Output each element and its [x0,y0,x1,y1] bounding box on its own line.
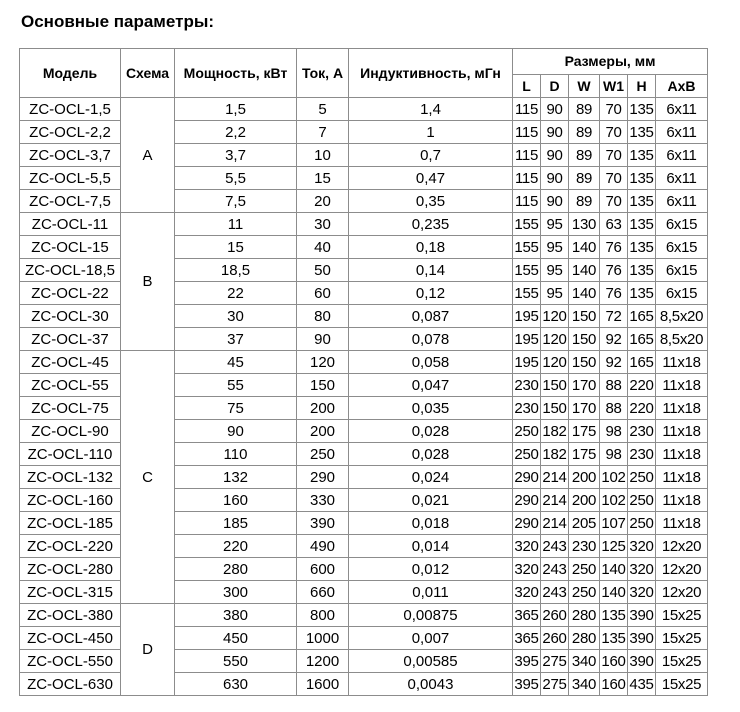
dim-axb-cell: 11x18 [656,420,708,443]
dim-w-cell: 200 [569,466,600,489]
scheme-cell: C [121,351,175,604]
model-cell: ZC-OCL-160 [20,489,121,512]
dim-w-cell: 130 [569,213,600,236]
dim-l-cell: 195 [513,351,541,374]
inductance-cell: 0,007 [349,627,513,650]
dim-w1-cell: 70 [600,121,628,144]
inductance-cell: 0,235 [349,213,513,236]
dim-d-cell: 243 [541,581,569,604]
model-cell: ZC-OCL-280 [20,558,121,581]
dim-w-cell: 230 [569,535,600,558]
dim-h-cell: 135 [628,121,656,144]
dim-d-cell: 150 [541,397,569,420]
inductance-cell: 0,47 [349,167,513,190]
dim-w-cell: 170 [569,397,600,420]
dim-l-cell: 290 [513,489,541,512]
dim-h-cell: 390 [628,650,656,673]
header-inductance: Индуктивность, мГн [349,49,513,98]
table-row [20,351,708,374]
dim-axb-cell: 6x11 [656,121,708,144]
current-cell: 290 [297,466,349,489]
dim-w1-cell: 70 [600,167,628,190]
dim-l-cell: 155 [513,236,541,259]
table-header [20,49,708,98]
dim-h-cell: 230 [628,443,656,466]
dim-l-cell: 320 [513,558,541,581]
header-dim-d: D [541,75,569,98]
dim-h-cell: 135 [628,236,656,259]
dim-h-cell: 165 [628,305,656,328]
power-cell: 22 [175,282,297,305]
dim-w1-cell: 92 [600,328,628,351]
dim-w-cell: 89 [569,121,600,144]
dim-w1-cell: 160 [600,673,628,696]
inductance-cell: 0,047 [349,374,513,397]
dim-l-cell: 195 [513,305,541,328]
dim-d-cell: 120 [541,305,569,328]
dim-w1-cell: 70 [600,98,628,121]
dim-axb-cell: 12x20 [656,535,708,558]
power-cell: 75 [175,397,297,420]
inductance-cell: 0,024 [349,466,513,489]
model-cell: ZC-OCL-2,2 [20,121,121,144]
power-cell: 280 [175,558,297,581]
dim-axb-cell: 12x20 [656,581,708,604]
power-cell: 2,2 [175,121,297,144]
header-scheme: Схема [121,49,175,98]
dim-l-cell: 155 [513,259,541,282]
model-cell: ZC-OCL-11 [20,213,121,236]
inductance-cell: 0,00585 [349,650,513,673]
dim-axb-cell: 6x11 [656,144,708,167]
dim-w1-cell: 135 [600,604,628,627]
dim-d-cell: 260 [541,627,569,650]
power-cell: 550 [175,650,297,673]
dim-l-cell: 115 [513,167,541,190]
dim-d-cell: 120 [541,351,569,374]
dim-w-cell: 280 [569,627,600,650]
dim-axb-cell: 11x18 [656,374,708,397]
model-cell: ZC-OCL-185 [20,512,121,535]
dim-w1-cell: 70 [600,190,628,213]
dim-w-cell: 150 [569,351,600,374]
current-cell: 120 [297,351,349,374]
model-cell: ZC-OCL-630 [20,673,121,696]
power-cell: 30 [175,305,297,328]
dim-d-cell: 90 [541,98,569,121]
dim-w1-cell: 140 [600,581,628,604]
inductance-cell: 0,12 [349,282,513,305]
inductance-cell: 0,35 [349,190,513,213]
dim-w-cell: 150 [569,305,600,328]
dim-axb-cell: 11x18 [656,351,708,374]
dim-l-cell: 155 [513,282,541,305]
power-cell: 185 [175,512,297,535]
dim-w1-cell: 140 [600,558,628,581]
dim-axb-cell: 6x15 [656,282,708,305]
header-dim-h: H [628,75,656,98]
inductance-cell: 0,087 [349,305,513,328]
power-cell: 5,5 [175,167,297,190]
dim-axb-cell: 11x18 [656,489,708,512]
dim-h-cell: 135 [628,282,656,305]
dim-h-cell: 230 [628,420,656,443]
current-cell: 490 [297,535,349,558]
dim-w1-cell: 72 [600,305,628,328]
inductance-cell: 0,028 [349,420,513,443]
model-cell: ZC-OCL-7,5 [20,190,121,213]
dim-w1-cell: 98 [600,443,628,466]
dim-w1-cell: 92 [600,351,628,374]
current-cell: 150 [297,374,349,397]
current-cell: 1200 [297,650,349,673]
dim-w1-cell: 135 [600,627,628,650]
dim-l-cell: 395 [513,650,541,673]
dim-h-cell: 135 [628,98,656,121]
dim-w-cell: 140 [569,259,600,282]
dim-w-cell: 140 [569,236,600,259]
inductance-cell: 0,021 [349,489,513,512]
dim-axb-cell: 11x18 [656,397,708,420]
current-cell: 90 [297,328,349,351]
header-dimensions: Размеры, мм [513,49,708,75]
dim-axb-cell: 12x20 [656,558,708,581]
dim-l-cell: 290 [513,512,541,535]
inductance-cell: 1,4 [349,98,513,121]
header-dim-w: W [569,75,600,98]
dim-w1-cell: 98 [600,420,628,443]
dim-h-cell: 220 [628,374,656,397]
model-cell: ZC-OCL-37 [20,328,121,351]
current-cell: 40 [297,236,349,259]
power-cell: 380 [175,604,297,627]
dim-l-cell: 395 [513,673,541,696]
dim-w-cell: 89 [569,190,600,213]
model-cell: ZC-OCL-220 [20,535,121,558]
header-power: Мощность, кВт [175,49,297,98]
current-cell: 330 [297,489,349,512]
scheme-cell: A [121,98,175,213]
current-cell: 600 [297,558,349,581]
dim-w1-cell: 88 [600,374,628,397]
dim-h-cell: 250 [628,466,656,489]
dim-d-cell: 90 [541,144,569,167]
dim-d-cell: 90 [541,190,569,213]
dim-axb-cell: 8,5x20 [656,305,708,328]
page-title: Основные параметры: [21,12,215,31]
dim-w-cell: 205 [569,512,600,535]
header-current: Ток, А [297,49,349,98]
model-cell: ZC-OCL-1,5 [20,98,121,121]
dim-d-cell: 120 [541,328,569,351]
dim-w-cell: 175 [569,443,600,466]
dim-axb-cell: 11x18 [656,443,708,466]
current-cell: 200 [297,397,349,420]
dim-axb-cell: 6x15 [656,259,708,282]
model-cell: ZC-OCL-30 [20,305,121,328]
dim-w1-cell: 76 [600,236,628,259]
current-cell: 20 [297,190,349,213]
model-cell: ZC-OCL-450 [20,627,121,650]
dim-w1-cell: 107 [600,512,628,535]
model-cell: ZC-OCL-132 [20,466,121,489]
dim-l-cell: 250 [513,420,541,443]
current-cell: 10 [297,144,349,167]
dim-axb-cell: 6x15 [656,236,708,259]
dim-d-cell: 214 [541,489,569,512]
model-cell: ZC-OCL-550 [20,650,121,673]
dim-l-cell: 365 [513,604,541,627]
dim-h-cell: 220 [628,397,656,420]
dim-l-cell: 115 [513,144,541,167]
inductance-cell: 0,058 [349,351,513,374]
inductance-cell: 0,14 [349,259,513,282]
inductance-cell: 0,00875 [349,604,513,627]
dim-axb-cell: 15x25 [656,627,708,650]
dim-w-cell: 89 [569,144,600,167]
inductance-cell: 1 [349,121,513,144]
dim-w-cell: 340 [569,650,600,673]
inductance-cell: 0,012 [349,558,513,581]
power-cell: 55 [175,374,297,397]
dim-axb-cell: 6x11 [656,98,708,121]
power-cell: 132 [175,466,297,489]
dim-axb-cell: 6x15 [656,213,708,236]
dim-h-cell: 390 [628,627,656,650]
dim-w1-cell: 125 [600,535,628,558]
power-cell: 18,5 [175,259,297,282]
parameters-table [19,48,708,696]
dim-h-cell: 165 [628,351,656,374]
model-cell: ZC-OCL-380 [20,604,121,627]
inductance-cell: 0,014 [349,535,513,558]
dim-h-cell: 435 [628,673,656,696]
table-body [20,98,708,696]
inductance-cell: 0,0043 [349,673,513,696]
power-cell: 160 [175,489,297,512]
inductance-cell: 0,7 [349,144,513,167]
dim-w-cell: 150 [569,328,600,351]
dim-l-cell: 290 [513,466,541,489]
dim-w1-cell: 70 [600,144,628,167]
dim-h-cell: 135 [628,213,656,236]
current-cell: 390 [297,512,349,535]
dim-w-cell: 170 [569,374,600,397]
dim-l-cell: 250 [513,443,541,466]
dim-d-cell: 150 [541,374,569,397]
dim-w1-cell: 102 [600,466,628,489]
dim-w-cell: 280 [569,604,600,627]
dim-axb-cell: 15x25 [656,650,708,673]
header-dim-w1: W1 [600,75,628,98]
current-cell: 660 [297,581,349,604]
dim-w1-cell: 88 [600,397,628,420]
dim-h-cell: 135 [628,259,656,282]
dim-axb-cell: 6x11 [656,190,708,213]
dim-w1-cell: 76 [600,282,628,305]
header-dim-l: L [513,75,541,98]
model-cell: ZC-OCL-90 [20,420,121,443]
model-cell: ZC-OCL-110 [20,443,121,466]
dim-l-cell: 230 [513,397,541,420]
power-cell: 7,5 [175,190,297,213]
dim-d-cell: 214 [541,512,569,535]
dim-axb-cell: 6x11 [656,167,708,190]
power-cell: 110 [175,443,297,466]
dim-d-cell: 182 [541,420,569,443]
inductance-cell: 0,18 [349,236,513,259]
dim-d-cell: 90 [541,121,569,144]
dim-d-cell: 95 [541,259,569,282]
dim-d-cell: 243 [541,558,569,581]
power-cell: 630 [175,673,297,696]
table-row [20,98,708,121]
dim-d-cell: 243 [541,535,569,558]
current-cell: 250 [297,443,349,466]
dim-h-cell: 135 [628,167,656,190]
model-cell: ZC-OCL-5,5 [20,167,121,190]
inductance-cell: 0,011 [349,581,513,604]
current-cell: 50 [297,259,349,282]
power-cell: 220 [175,535,297,558]
power-cell: 1,5 [175,98,297,121]
power-cell: 45 [175,351,297,374]
model-cell: ZC-OCL-3,7 [20,144,121,167]
dim-d-cell: 260 [541,604,569,627]
dim-axb-cell: 15x25 [656,673,708,696]
power-cell: 450 [175,627,297,650]
power-cell: 3,7 [175,144,297,167]
dim-w1-cell: 63 [600,213,628,236]
power-cell: 300 [175,581,297,604]
dim-l-cell: 155 [513,213,541,236]
dim-w1-cell: 76 [600,259,628,282]
dim-h-cell: 250 [628,489,656,512]
dim-d-cell: 95 [541,213,569,236]
header-dim-axb: AxB [656,75,708,98]
scheme-cell: B [121,213,175,351]
dim-d-cell: 182 [541,443,569,466]
dim-h-cell: 320 [628,535,656,558]
dim-axb-cell: 11x18 [656,466,708,489]
dim-w-cell: 140 [569,282,600,305]
dim-axb-cell: 15x25 [656,604,708,627]
dim-w-cell: 250 [569,558,600,581]
dim-h-cell: 165 [628,328,656,351]
dim-w1-cell: 160 [600,650,628,673]
current-cell: 60 [297,282,349,305]
model-cell: ZC-OCL-22 [20,282,121,305]
dim-d-cell: 95 [541,282,569,305]
model-cell: ZC-OCL-15 [20,236,121,259]
current-cell: 5 [297,98,349,121]
model-cell: ZC-OCL-315 [20,581,121,604]
dim-d-cell: 214 [541,466,569,489]
table-row [20,604,708,627]
dim-l-cell: 115 [513,121,541,144]
current-cell: 1600 [297,673,349,696]
current-cell: 80 [297,305,349,328]
inductance-cell: 0,028 [349,443,513,466]
current-cell: 7 [297,121,349,144]
dim-l-cell: 115 [513,190,541,213]
dim-axb-cell: 8,5x20 [656,328,708,351]
dim-l-cell: 230 [513,374,541,397]
current-cell: 200 [297,420,349,443]
dim-d-cell: 90 [541,167,569,190]
dim-w-cell: 250 [569,581,600,604]
current-cell: 800 [297,604,349,627]
dim-h-cell: 250 [628,512,656,535]
dim-w-cell: 340 [569,673,600,696]
inductance-cell: 0,018 [349,512,513,535]
dim-h-cell: 390 [628,604,656,627]
power-cell: 11 [175,213,297,236]
power-cell: 37 [175,328,297,351]
dim-l-cell: 365 [513,627,541,650]
dim-w-cell: 89 [569,167,600,190]
dim-w-cell: 175 [569,420,600,443]
dim-w-cell: 89 [569,98,600,121]
dim-axb-cell: 11x18 [656,512,708,535]
dim-w1-cell: 102 [600,489,628,512]
dim-l-cell: 320 [513,535,541,558]
header-model: Модель [20,49,121,98]
dim-l-cell: 320 [513,581,541,604]
current-cell: 1000 [297,627,349,650]
dim-h-cell: 320 [628,558,656,581]
model-cell: ZC-OCL-45 [20,351,121,374]
dim-l-cell: 115 [513,98,541,121]
model-cell: ZC-OCL-18,5 [20,259,121,282]
model-cell: ZC-OCL-75 [20,397,121,420]
dim-w-cell: 200 [569,489,600,512]
power-cell: 90 [175,420,297,443]
dim-h-cell: 135 [628,190,656,213]
dim-h-cell: 135 [628,144,656,167]
header-row [20,49,708,75]
power-cell: 15 [175,236,297,259]
dim-l-cell: 195 [513,328,541,351]
dim-d-cell: 275 [541,673,569,696]
dim-d-cell: 95 [541,236,569,259]
dim-d-cell: 275 [541,650,569,673]
current-cell: 30 [297,213,349,236]
model-cell: ZC-OCL-55 [20,374,121,397]
inductance-cell: 0,078 [349,328,513,351]
current-cell: 15 [297,167,349,190]
table-row [20,213,708,236]
inductance-cell: 0,035 [349,397,513,420]
scheme-cell: D [121,604,175,696]
dim-h-cell: 320 [628,581,656,604]
